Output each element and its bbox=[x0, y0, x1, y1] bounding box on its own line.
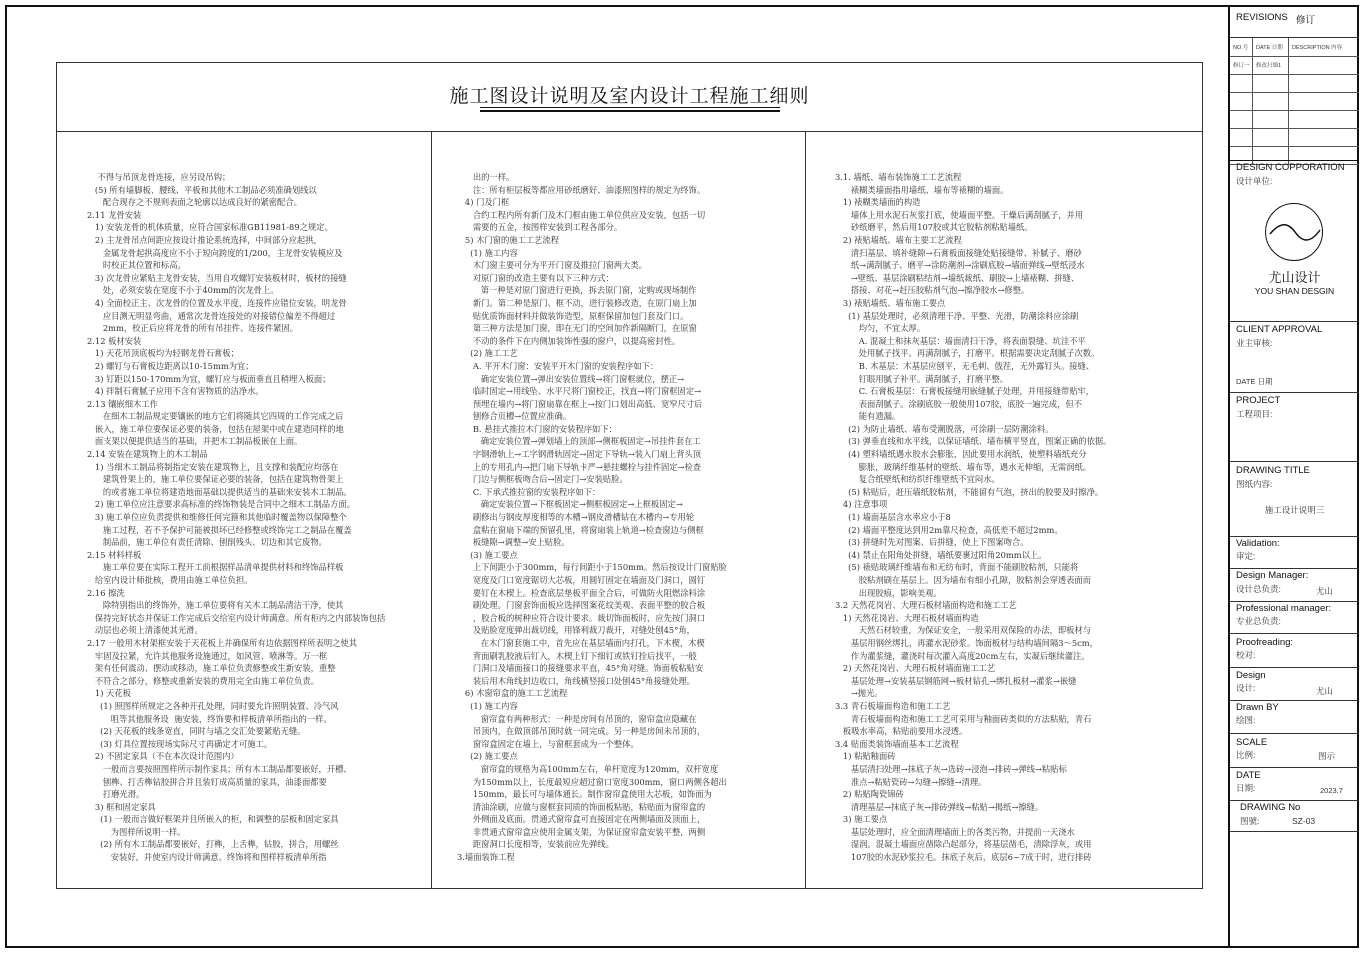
text-line: 4) 注意事项 bbox=[835, 499, 888, 510]
tb-rule bbox=[1230, 767, 1359, 768]
text-line: 装后用木角线封边收口，角线横竖接口处刨45°角接缝处理。 bbox=[457, 675, 695, 686]
text-line: 出现胶痕，影响美观。 bbox=[835, 587, 942, 598]
tb-rule bbox=[1230, 800, 1359, 801]
client-date-label: DATE 日期 bbox=[1236, 377, 1273, 386]
tb-rule bbox=[1230, 568, 1359, 569]
date-label: DATE bbox=[1236, 770, 1261, 781]
text-line: 字钢滑轨上→工字钢滑轨固定→固定下导轨→装入门扇上背头顶 bbox=[457, 449, 702, 460]
text-line: 的或者施工单位将建造地面基础以提供适当的基础来安装木工制品。 bbox=[87, 486, 352, 497]
drawing-no-label: DRAWING No bbox=[1240, 802, 1301, 813]
drawing-title-cn: 图纸内容: bbox=[1236, 479, 1273, 489]
text-line: (2) 墙面平整度达到用2m靠尺检查，高低差不超过2mm。 bbox=[835, 524, 1063, 535]
text-line: 需要的五金，按图样安装到工程各部分。 bbox=[457, 222, 623, 233]
text-line: C. 石膏板基层：石膏板接缝用嵌缝腻子处理，并用接缝带贴牢， bbox=[835, 386, 1095, 397]
text-line: 1) 天花板 bbox=[87, 688, 131, 699]
text-line: 2.17 一般用木材架框安装于天花板上并确保所有边依据图样所表明之使其 bbox=[87, 637, 358, 648]
text-line: 除特别指出的终饰外，施工单位要将有关木工制品清洁干净，使其 bbox=[87, 600, 344, 611]
text-line: (3) 拼缝时先对图案、后拼缝，使上下图案吻合。 bbox=[835, 537, 1029, 548]
text-line: 配合现存之不规则表面之轮廓以达成良好的紧密配合。 bbox=[87, 197, 302, 208]
drawn-by-label: Drawn BY bbox=[1236, 702, 1279, 713]
design-manager-label: Design Manager: bbox=[1236, 570, 1309, 581]
main-drawing-frame bbox=[56, 62, 1203, 889]
text-line: (3) 灯具位置按现场实际尺寸再确定才可施工。 bbox=[87, 738, 273, 749]
text-column-2 bbox=[457, 171, 797, 891]
column-divider-1 bbox=[431, 132, 432, 888]
text-line: 2.13 镶嵌细木工作 bbox=[87, 398, 158, 409]
text-line: 处用腻子找平。再满刮腻子，打磨平。根据需要决定刮腻子次数。 bbox=[835, 348, 1100, 359]
text-line: 给室内设计师批核，费用由施工单位负担。 bbox=[87, 575, 253, 585]
text-line: 合约工程内所有新门及木门框由施工单位供应及安装，包括一切 bbox=[457, 209, 706, 220]
professional-manager-label: Professional manager: bbox=[1236, 603, 1332, 614]
text-line: 3.1. 墙纸、墙布装饰施工工艺流程 bbox=[835, 172, 962, 182]
rev-head-date: DATE 日期 bbox=[1256, 45, 1283, 51]
client-approval-cn: 业主审核: bbox=[1236, 338, 1273, 348]
text-line: 基层处理→安装基层钢筋网→板材钻孔→绑扎板材→灌浆→嵌缝 bbox=[835, 675, 1077, 686]
text-line: 上下间距小于300mm，每行间距小于150mm。然后按设计门窗贴脸 bbox=[457, 562, 727, 573]
text-line: 表面刮腻子。涂刷底胶一般使用107胶，底胶一遍完成，但不 bbox=[835, 398, 1082, 409]
revision-row bbox=[1230, 56, 1359, 75]
drawing-title-label: DRAWING TITLE bbox=[1236, 465, 1310, 476]
revision-row bbox=[1230, 74, 1359, 93]
text-line: 1) 天花吊顶底板均为轻钢龙骨石膏板； bbox=[87, 348, 239, 359]
text-line: 出的一样。 bbox=[457, 172, 515, 182]
title-block bbox=[1228, 5, 1359, 948]
text-line: 1) 天然花岗岩、大理石板材墙面构造 bbox=[835, 612, 979, 623]
design-manager-value: 尤山 bbox=[1316, 586, 1334, 596]
text-line: 基层用钢丝绑扎，再灌水泥砂浆。饰面板材与结构墙间隔3～5cm， bbox=[835, 637, 1098, 648]
revision-row bbox=[1230, 92, 1359, 111]
text-line: 要钉在木楔上。检查底层垫板平面全合后，可做防火阻燃涂料涂 bbox=[457, 587, 706, 598]
text-line: 打磨光滑。 bbox=[87, 789, 145, 800]
text-line: 3.4 贴面类装饰墙面基本工艺流程 bbox=[835, 738, 959, 749]
tb-rule bbox=[1230, 733, 1359, 734]
text-line: 天然石材较重，为保证安全，一般采用双保险的办法，即板材与 bbox=[835, 625, 1092, 636]
text-line: 保持完好状态并保证工作完成后交给室内设计师满意。所有柜内之内部装饰包括 bbox=[87, 612, 386, 623]
text-line: 3.3 青石板墙面构造和施工工艺 bbox=[835, 700, 951, 711]
text-line: 胶粘剂刷在基层上。因为墙布有细小孔隙，胶粘剂会穿透表面而 bbox=[835, 575, 1092, 585]
text-line: 钉眼用腻子补平。满刮腻子，打磨平整。 bbox=[835, 373, 1009, 384]
text-line: 不得与吊顶龙骨连接，应另设吊钩； bbox=[87, 172, 231, 182]
text-line: 4) 门及门框 bbox=[457, 197, 510, 208]
text-line: 2mm，校正后应将龙骨的所有吊挂件、连接件紧固。 bbox=[87, 323, 299, 334]
text-line: 非贯通式窗帘盒应使用金属支架，为保证窗帘盒安装平整，两侧 bbox=[457, 826, 706, 837]
text-line: 2.12 板材安装 bbox=[87, 335, 142, 346]
text-line: 临时固定→用线坠、水平尺将门窗校正，找直→将门窗框固定→ bbox=[457, 386, 702, 397]
text-line: 木门窗主要可分为平开门窗及推拉门窗两大类。 bbox=[457, 260, 648, 271]
column-divider-2 bbox=[805, 132, 806, 888]
text-line: 门洞口及墙面接口的接缝要求平直，45°角对缝。饰面板粘贴安 bbox=[457, 663, 704, 674]
text-line: 复合纸壁纸和纺织纤维壁纸不宜闷水。 bbox=[835, 474, 1000, 485]
text-line: →抛光。 bbox=[835, 688, 883, 699]
text-line: 5) 木门窗的施工工艺流程 bbox=[457, 234, 560, 245]
text-line: (2) 施工工艺 bbox=[457, 348, 518, 359]
text-line: 青石板墙面构造和施工工艺可采用与釉面砖类似的方法粘贴，青石 bbox=[835, 713, 1092, 724]
text-line: 刷修出与钢皮厚度相等的木槽→钢皮滑槽钻在木槽内→专用轮 bbox=[457, 512, 695, 523]
text-line: 外侧面及底面。贯通式窗帘盒可直接固定在两侧墙面及顶面上， bbox=[457, 814, 706, 825]
title-underline bbox=[480, 107, 780, 108]
text-line: 预埋在墙内→将门窗扇靠在框上→按门口划出高低、宽窄尺寸后 bbox=[457, 398, 703, 409]
text-line: 膨胀，玻璃纤维基材的壁纸、墙布等，遇水无伸缩，无需润纸。 bbox=[835, 461, 1092, 472]
text-line: 确定安装位置→弹划墙上的顶部→侧框板固定→吊挂件套在工 bbox=[457, 436, 701, 447]
text-line: 金属龙骨起拱高度应不小于短向跨度的1/200，主龙骨安装模应及 bbox=[87, 247, 343, 258]
text-line: 1) 安装龙骨的机体质量，应符合国家标准GB11981-89之规定。 bbox=[87, 222, 333, 233]
drawing-no-value: SZ-03 bbox=[1292, 816, 1316, 826]
text-line: (2) 施工要点 bbox=[457, 751, 518, 762]
rev-head-no: NO.号 bbox=[1233, 45, 1249, 51]
text-line: 板吸水率高，粘贴前要用水浸透。 bbox=[835, 726, 968, 737]
text-line: 架有任何震动、摆动或移动，施工单位负责修整或生新安装，重整 bbox=[87, 663, 336, 674]
text-line: 在木门窗套施工中，首先应在基层墙面内打孔，下木楔，木楔 bbox=[457, 637, 705, 648]
drawn-by-cn: 绘图: bbox=[1236, 715, 1256, 725]
text-line: (3) 施工要点 bbox=[457, 549, 518, 560]
text-line: 不符合之部分，修整或重新安装的费用完全由施工单位负责。 bbox=[87, 675, 319, 686]
text-line: 安装好，并使室内设计师满意。终饰将和图样样板清单所指 bbox=[87, 852, 327, 863]
text-line: 施工单位要在实际工程开工前根据样品清单提供材料和终饰品样板 bbox=[87, 562, 344, 573]
design-cn: 设计: bbox=[1236, 683, 1256, 693]
text-line: 刷处理。门窗套饰面板应选择图案花纹美观、表面平整的胶合板 bbox=[457, 600, 706, 611]
text-line: 为图样所说明一样。 bbox=[87, 826, 186, 837]
text-line: 窗帘盒的规格为高100mm左右，单杆宽度为120mm，双杆宽度 bbox=[457, 763, 719, 774]
text-line: 距窗洞口长度相等，安装前应先弹线。 bbox=[457, 839, 614, 850]
text-line: 门边与侧框板吻合后→固定门→安装贴脸。 bbox=[457, 474, 628, 485]
text-line: 砂纸磨平，然后用107胶或其它胶粘剂粘贴墙纸。 bbox=[835, 222, 1033, 233]
text-line: 107胶的水泥砂浆拉毛。抹底子灰后，底层6~7成干时，进行排砖 bbox=[835, 852, 1092, 863]
project-cn: 工程项目: bbox=[1236, 409, 1273, 419]
text-line: B. 木基层：木基层应刨平，无毛刺、戗茬，无外露钉头。接缝、 bbox=[835, 360, 1095, 371]
rev-row-no: 修订一 bbox=[1233, 63, 1250, 69]
text-line: (5) 粘贴后，赶压墙纸胶粘剂，不能留有气泡，挤出的胶要及时擦净。 bbox=[835, 486, 1104, 497]
client-approval-label: CLIENT APPROVAL bbox=[1236, 324, 1323, 335]
text-line: 面支架以便提供适当的基础，并把木工制品板嵌在上面。 bbox=[87, 436, 303, 447]
tb-rule bbox=[1230, 700, 1359, 701]
rev-col-line bbox=[1288, 38, 1289, 164]
text-line: 对原门窗的改造主要有以下三种方式： bbox=[457, 272, 614, 283]
scale-cn: 比例: bbox=[1236, 750, 1256, 760]
text-line: 纸→满刮腻子、磨平→涂防潮剂→涂刷底胶→墙面弹线→壁纸浸水 bbox=[835, 260, 1085, 271]
text-line: 及贴脸宽度弹出裁切线，用锋利裁刀裁开，对缝处刨45°角， bbox=[457, 625, 695, 636]
validation-label: Validation: bbox=[1236, 538, 1280, 549]
text-line: (4) 禁止在阳角处拼缝，墙纸要裹过阳角20mm以上。 bbox=[835, 549, 1047, 560]
tb-rule bbox=[1230, 633, 1359, 634]
text-line: (5) 裱贴玻璃纤维墙布和无纺布时，背面不能刷胶粘剂，只能将 bbox=[835, 562, 1079, 573]
text-line: (2) 为防止墙纸、墙布受潮脱落，可涂刷一层防潮涂料。 bbox=[835, 423, 1054, 434]
tb-rule bbox=[1230, 160, 1359, 161]
text-line: 搭接、对花→赶压胶粘剂气泡→擦净胶水→修整。 bbox=[835, 285, 1030, 296]
text-line: 应目测无明显弯曲，通常次龙骨连接处的对接错位偏差不得超过 bbox=[87, 310, 336, 321]
text-line: 3) 施工要点 bbox=[835, 814, 888, 825]
text-line: 施工过程，若不予保护可能被损坏已经修整或终饰完工之制品在覆盖 bbox=[87, 524, 352, 535]
validation-cn: 审定: bbox=[1236, 551, 1256, 561]
tb-rule bbox=[1230, 392, 1359, 393]
text-column-3 bbox=[835, 171, 1175, 891]
text-line: (1) 墙面基层含水率应小于8 bbox=[835, 512, 951, 523]
text-line: 能有遗漏。 bbox=[835, 411, 901, 422]
tb-rule bbox=[1230, 667, 1359, 668]
text-line: 3) 钉距以150-170mm为宜，螺钉应与板面垂直且稍埋入板面； bbox=[87, 373, 331, 384]
text-line: 2) 施工单位应注意要求高标准的终饰物装是合同中之细木工制品方面。 bbox=[87, 499, 355, 510]
text-line: (3) 弹垂直线和水平线，以保证墙纸、墙布横平竖直，图案正确的依据。 bbox=[835, 436, 1112, 447]
text-line: 准点→粘贴瓷砖→勾缝→擦缝→清理。 bbox=[835, 776, 987, 787]
tb-rule bbox=[1230, 601, 1359, 602]
text-line: 清扫基层、填补缝隙→石膏板面接缝处贴接缝带、补腻子、磨砂 bbox=[835, 247, 1082, 258]
text-line: ，胶合板的树种应符合设计要求。裁切饰面板时，应先按门洞口 bbox=[457, 612, 706, 623]
text-line: 3) 框和固定家具 bbox=[87, 801, 156, 812]
text-line: 注：所有柜层板等都应用砂纸磨好、油漆照图样的规定为终饰。 bbox=[457, 184, 706, 195]
design-manager-cn: 设计总负责: bbox=[1236, 584, 1281, 594]
text-line: (1) 施工内容 bbox=[457, 247, 518, 258]
proofreading-label: Proofreading: bbox=[1236, 637, 1294, 648]
text-line: 150mm，最长可与墙体通长。制作窗帘盒使用大芯板，如饰面为 bbox=[457, 789, 712, 800]
text-line: 2) 螺钉与石膏板边距离以10-15mm为宜； bbox=[87, 360, 254, 371]
text-line: 3) 施工单位应负责提供和维修任何完箍和其他临时覆盖物以保障整个 bbox=[87, 512, 347, 523]
design-corp-label: DESIGN COPPORATION bbox=[1236, 162, 1345, 173]
text-line: 制品前，施工单位有责任清除、刨削残头、切边和其它废物。 bbox=[87, 537, 327, 548]
text-line: 背面刷乳胶液后钉入，木楔上钉下细钉或铁钉拴后找平，一般 bbox=[457, 650, 697, 661]
text-line: 刨修合页槽→位置应准确。 bbox=[457, 411, 572, 422]
text-line: 3.2 天然花岗岩、大理石板材墙面构造和施工工艺 bbox=[835, 600, 1017, 611]
page-title: 施工图设计说明及室内设计工程施工细则 bbox=[449, 85, 810, 107]
text-line: 贴优质饰面材料并做装饰造型，原框保留加包门套及门口。 bbox=[457, 310, 689, 321]
text-line: (2) 天花板的线条宽直，同时与墙之交汇处要紧贴无缝。 bbox=[87, 726, 306, 737]
rev-row-date: 修改扫墙1 bbox=[1256, 63, 1282, 69]
text-line: 2.11 龙骨安装 bbox=[87, 209, 142, 220]
title-separator bbox=[57, 131, 1202, 132]
text-line: 3) 次龙骨应紧贴主龙骨安装，当用自攻螺钉安装板材时，板材的接缝 bbox=[87, 272, 347, 283]
text-line: 清理基层→抹底子灰→排砖弹线→粘贴→揭纸→擦缝。 bbox=[835, 801, 1044, 812]
text-line: 吊顶内，在做顶部吊顶时就一同完成。另一种是房间未吊顶的， bbox=[457, 726, 706, 737]
revisions-cn-label: 修订 bbox=[1296, 15, 1316, 26]
text-line: 窗帘盒有两种形式：一种是房间有吊顶的，窗帘盒应隐藏在 bbox=[457, 713, 697, 724]
logo-cn-name: 尤山设计 bbox=[1268, 271, 1321, 286]
text-line: 第一种是对原门窗进行更换，拆去原门窗，定购或现场制作 bbox=[457, 285, 697, 296]
text-line: 墙体上用水泥石灰浆打底，使墙面平整。干燥后满刮腻子，并用 bbox=[835, 209, 1084, 220]
date-cn: 日期: bbox=[1236, 783, 1256, 793]
text-line: 建筑骨架上的，施工单位要保证必要的装备，包括在建筑物骨架上 bbox=[87, 474, 344, 485]
revision-row bbox=[1230, 128, 1359, 147]
text-line: 2) 不固定家具（不在本次设计范围内） bbox=[87, 751, 239, 762]
tb-rule bbox=[1230, 536, 1359, 537]
tb-rule bbox=[1230, 461, 1359, 462]
tb-rule bbox=[1230, 321, 1359, 322]
text-line: 均匀，不宜太厚。 bbox=[835, 323, 926, 334]
text-line: A. 平开木门窗：安装平开木门窗的安装程序如下： bbox=[457, 360, 659, 371]
text-line: 2.16 擦洗 bbox=[87, 587, 125, 598]
text-line: (1) 照图样所规定之各种开孔处理，同时要允许照明装置、冷气风 bbox=[87, 700, 339, 711]
text-line: (1) 一般而言做好框架并且所嵌入的柜，和调整的层板和固定家具 bbox=[87, 814, 339, 825]
rev-col-line bbox=[1252, 38, 1253, 164]
text-line: 板缝隙→调整→安上贴脸。 bbox=[457, 537, 570, 548]
text-line: 3.墙面装饰工程 bbox=[457, 852, 515, 863]
text-line: 1) 裱糊类墙面的构造 bbox=[835, 197, 921, 208]
text-line: B. 悬挂式推拉木门窗的安装程序如下： bbox=[457, 423, 617, 434]
design-value: 尤山 bbox=[1316, 686, 1334, 696]
text-line: 1) 粘贴釉面砖 bbox=[835, 751, 896, 762]
text-line: 不动的条件下在内侧加装饰性强的窗户，以提高密封性。 bbox=[457, 335, 681, 346]
text-line: 咀等其他服务设 施安装，终饰要和样板清单所指出的一样。 bbox=[87, 713, 332, 724]
design-unit-label: 设计单位: bbox=[1236, 176, 1273, 186]
text-line: 动层也必须上清漆使其光滑。 bbox=[87, 625, 203, 636]
drawing-title-value: 施工设计说明三 bbox=[1264, 505, 1325, 515]
text-line: 牢固及拉紧，允许其他服务设施通过，如风管、喷淋等。万一框 bbox=[87, 650, 328, 661]
company-logo-icon bbox=[1265, 203, 1323, 261]
scale-label: SCALE bbox=[1236, 737, 1268, 748]
project-label: PROJECT bbox=[1236, 395, 1281, 406]
text-line: 宽度及门口宽度锯切大芯板，用圆钉固定在墙面及门洞口，圆钉 bbox=[457, 575, 706, 585]
text-line: 盒粘在窗扇下端的预留孔里，将窗扇装上轨道→检查窗边与侧框 bbox=[457, 524, 704, 535]
text-line: 嵌入，施工单位要保证必要的装备，包括在屋架中或在建造同样的地 bbox=[87, 423, 344, 434]
text-line: 6) 木窗帘盒的施工工艺流程 bbox=[457, 688, 568, 699]
text-line: 时校正其位置和标高。 bbox=[87, 260, 186, 271]
text-line: 4) 拌制石膏腻子应用不含有害物质的洁净水。 bbox=[87, 386, 264, 397]
text-line: A. 混凝土和抹灰基层：墙面清扫干净，将表面裂缝、坑洼不平 bbox=[835, 335, 1086, 346]
text-line: 第三种方法是加门窗，即在无门的空间加作新隔断门，在原窗 bbox=[457, 323, 697, 334]
design-label: Design bbox=[1236, 670, 1266, 681]
drawing-no-cn: 图號: bbox=[1240, 816, 1260, 826]
text-line: 4) 全面校正主、次龙骨的位置及水平度，连接件应错位安装，明龙骨 bbox=[87, 297, 347, 308]
scale-value: 图示 bbox=[1318, 751, 1336, 761]
text-line: 湿润。混凝土墙面应凿除凸起部分，将基层凿毛，清除浮灰，或用 bbox=[835, 839, 1092, 850]
text-line: 2) 粘贴陶瓷锦砖 bbox=[835, 789, 904, 800]
text-line: 2.15 材料样板 bbox=[87, 549, 142, 560]
text-line: 作为灌浆缝，灌浇时每次灌入高度20cm左右，实凝后继续灌注。 bbox=[835, 650, 1090, 661]
text-line: C. 下承式推拉窗的安装程序如下： bbox=[457, 486, 601, 497]
text-line: (4) 塑料墙纸遇水胶水会膨胀，因此要用水润纸，使塑料墙纸充分 bbox=[835, 449, 1087, 460]
text-line: 基层处理时，应全面清理墙面上的各类污物，并提前一天浇水 bbox=[835, 826, 1075, 837]
text-line: 1) 当细木工制品将制指定安装在建筑物上，且支撑和装配应均落在 bbox=[87, 461, 339, 472]
revisions-label: REVISIONS bbox=[1236, 12, 1288, 23]
text-line: 刨榫、打舌榫钻胶拼合并且装钉成高质量的家具，油漆面都要 bbox=[87, 776, 327, 787]
professional-manager-cn: 专业总负责: bbox=[1236, 616, 1281, 626]
rev-head-desc: DESCRIPTION 内容 bbox=[1292, 45, 1343, 51]
text-line: 上的专用孔内→把门扇下导轨卡严→悬挂螺栓与挂件固定→检查 bbox=[457, 461, 702, 472]
text-line: (1) 施工内容 bbox=[457, 700, 518, 711]
text-line: 2.14 安装在建筑物上的木工制品 bbox=[87, 449, 208, 460]
text-line: 确定安装位置→下框板固定→侧框板固定→上框板固定→ bbox=[457, 499, 683, 510]
text-line: 2) 裱贴墙纸、墙布主要工艺流程 bbox=[835, 234, 962, 245]
text-line: (5) 所有墙脚板、腰线、平板和其他木工制品必须准确划线以 bbox=[87, 184, 317, 195]
text-line: 窗帘盒固定在墙上，与窗框套成为一个整体。 bbox=[457, 738, 639, 749]
text-line: 一般而言要按照图样所示制作家具；所有木工制品都要嵌好，开槽、 bbox=[87, 763, 352, 774]
logo-en-name: YOU SHAN DESGIN bbox=[1254, 286, 1335, 296]
text-line: 2) 主龙骨吊点间距应按设计推论系统选择，中间部分应起拱， bbox=[87, 234, 322, 245]
title-underline-thick bbox=[480, 110, 780, 112]
text-line: 清油涂刷，应做与窗框套同质的饰面板粘贴，粘贴面为窗帘盒的 bbox=[457, 801, 706, 812]
proofreading-cn: 校对: bbox=[1236, 650, 1256, 660]
text-line: 在细木工制品规定要镶嵌的地方它们将随其它四周的工作完成之后 bbox=[87, 411, 344, 422]
text-line: 基层清扫处理→抹底子灰→选砖→浸泡→排砖→弹线→粘贴标 bbox=[835, 763, 1067, 774]
text-line: 3) 裱贴墙纸、墙布施工要点 bbox=[835, 297, 946, 308]
revision-row bbox=[1230, 110, 1359, 129]
text-line: 确定安装位置→弹出安装位置线→将门窗框就位，摆正→ bbox=[457, 373, 685, 384]
date-value: 2023.7 bbox=[1320, 786, 1343, 795]
text-line: 新门。第二种是原门、框不动，进行装修改造，在原门扇上加 bbox=[457, 297, 697, 308]
text-line: 裱糊类墙面指用墙纸、墙布等裱糊的墙面。 bbox=[835, 184, 1009, 195]
text-line: 处，必须安装在宽度不小于40mm的次龙骨上。 bbox=[87, 285, 279, 296]
text-line: (2) 所有木工制品都要嵌好，打榫，上舌榫，钻胶，拼合，用螺丝 bbox=[87, 839, 339, 850]
revision-header-row bbox=[1230, 38, 1359, 57]
text-line: →壁纸、基层涂刷粘结剂→墙纸裁纸、刷胶→上墙裱糊、拼缝、 bbox=[835, 272, 1080, 283]
tb-rule bbox=[1230, 831, 1359, 832]
text-line: (1) 基层处理时，必须清理干净、平整、光滑，防潮涂料应涂刷 bbox=[835, 310, 1079, 321]
text-line: 为150mm以上，长度最短应超过窗口宽度300mm，窗口两侧各超出 bbox=[457, 776, 727, 787]
text-line: 2) 天然花岗岩、大理石板材墙面施工工艺 bbox=[835, 663, 996, 674]
text-column-1 bbox=[87, 171, 427, 891]
